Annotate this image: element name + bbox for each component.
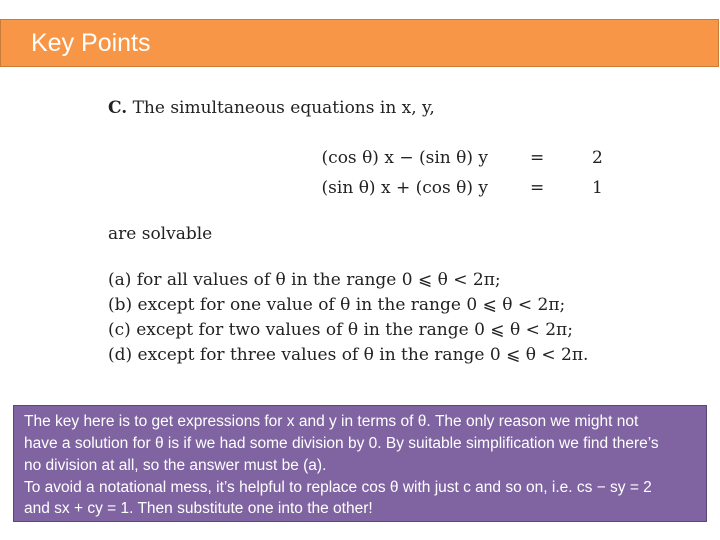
slide-title: Key Points <box>31 29 151 57</box>
equation-operator: = <box>530 178 545 198</box>
equation-rhs: 1 <box>592 178 603 198</box>
option-c: (c) except for two values of θ in the range 0 ⩽ θ < 2π; <box>108 320 573 340</box>
question-text: The simultaneous equations in x, y, <box>132 98 435 118</box>
equation-lhs: (sin θ) x + (cos θ) y <box>321 178 488 198</box>
explanation-line: The key here is to get expressions for x and y in terms of θ. The only reason we might not <box>24 413 639 430</box>
question-solvable: are solvable <box>108 224 213 244</box>
explanation-box <box>13 405 707 522</box>
equation-row <box>108 178 608 200</box>
option-a: (a) for all values of θ in the range 0 ⩽ θ < 2π; <box>108 270 501 290</box>
explanation-line: have a solution for θ is if we had some division by 0. By suitable simplification we find there’s <box>24 435 659 452</box>
question-intro <box>108 98 435 118</box>
equation-rhs: 2 <box>592 148 603 168</box>
equation-row <box>108 148 608 170</box>
equation-lhs: (cos θ) x − (sin θ) y <box>321 148 488 168</box>
explanation-line: To avoid a notational mess, it’s helpful to replace cos θ with just c and so on, i.e. cs − sy = 2 <box>24 479 652 496</box>
explanation-line: and sx + cy = 1. Then substitute one into the other! <box>24 500 373 517</box>
header-bar <box>0 19 719 67</box>
option-d: (d) except for three values of θ in the range 0 ⩽ θ < 2π. <box>108 345 589 365</box>
question-label: C. <box>108 98 128 118</box>
option-b: (b) except for one value of θ in the range 0 ⩽ θ < 2π; <box>108 295 566 315</box>
equation-operator: = <box>530 148 545 168</box>
explanation-line: no division at all, so the answer must be (a). <box>24 457 327 474</box>
